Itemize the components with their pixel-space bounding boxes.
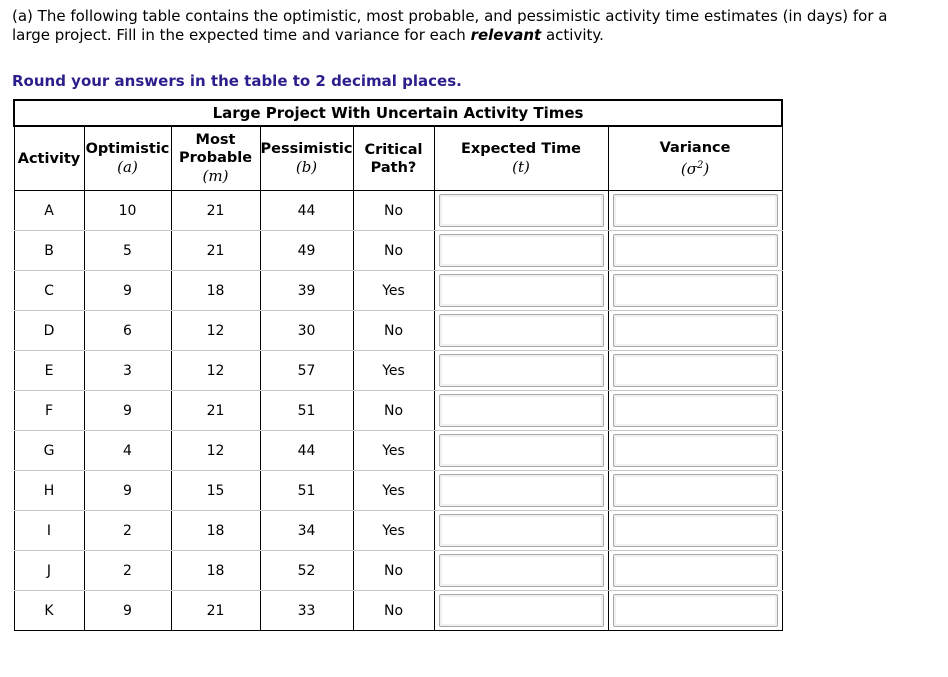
activity-cell: A [14,191,84,231]
expected-time-cell [434,431,608,471]
optimistic-cell: 10 [84,191,171,231]
header-optimistic: Optimistic (a) [84,126,171,191]
optimistic-cell: 4 [84,431,171,471]
variance-cell [608,351,782,391]
variance-input[interactable] [613,434,778,467]
expected-time-cell [434,551,608,591]
activity-cell: J [14,551,84,591]
optimistic-cell: 2 [84,511,171,551]
expected-time-cell [434,231,608,271]
header-expected-time: Expected Time (t) [434,126,608,191]
activity-cell: G [14,431,84,471]
expected-time-input[interactable] [439,354,604,387]
pessimistic-cell: 52 [260,551,353,591]
expected-time-input[interactable] [439,314,604,347]
optimistic-cell: 9 [84,271,171,311]
expected-time-cell [434,271,608,311]
rounding-note: Round your answers in the table to 2 decimal places. [12,72,462,90]
most-probable-cell: 15 [171,471,260,511]
most-probable-cell: 21 [171,391,260,431]
activity-cell: B [14,231,84,271]
critical-path-cell: No [353,191,434,231]
header-most-probable: Most Probable (m) [171,126,260,191]
activity-cell: C [14,271,84,311]
most-probable-cell: 12 [171,431,260,471]
critical-path-cell: No [353,391,434,431]
expected-time-cell [434,391,608,431]
pessimistic-cell: 39 [260,271,353,311]
variance-input[interactable] [613,274,778,307]
expected-time-input[interactable] [439,234,604,267]
variance-input[interactable] [613,594,778,627]
variance-cell [608,391,782,431]
expected-time-input[interactable] [439,594,604,627]
instructions-body-2: activity. [541,26,604,44]
pessimistic-cell: 51 [260,471,353,511]
most-probable-cell: 21 [171,591,260,631]
activity-cell: D [14,311,84,351]
variance-cell [608,471,782,511]
pessimistic-cell: 33 [260,591,353,631]
critical-path-cell: No [353,311,434,351]
activity-cell: F [14,391,84,431]
optimistic-cell: 5 [84,231,171,271]
relevant-emphasis: relevant [470,26,542,44]
table-row [14,391,782,431]
variance-input[interactable] [613,354,778,387]
table-row [14,191,782,231]
most-probable-cell: 18 [171,511,260,551]
most-probable-cell: 18 [171,551,260,591]
critical-path-cell: Yes [353,271,434,311]
pessimistic-cell: 49 [260,231,353,271]
pessimistic-cell: 44 [260,191,353,231]
table-row [14,431,782,471]
variance-input[interactable] [613,194,778,227]
variance-input[interactable] [613,514,778,547]
table-row [14,231,782,271]
critical-path-cell: Yes [353,351,434,391]
optimistic-cell: 9 [84,391,171,431]
pessimistic-cell: 34 [260,511,353,551]
instructions-body-1: The following table contains the optimistic, most probable, and pessimistic activity time estimates (in days) for a large project. Fill in the expected time and variance for each [12,7,888,44]
table-row [14,551,782,591]
optimistic-cell: 3 [84,351,171,391]
expected-time-input[interactable] [439,434,604,467]
optimistic-cell: 9 [84,591,171,631]
table-row [14,271,782,311]
activity-cell: K [14,591,84,631]
activity-times-table [13,99,783,631]
most-probable-cell: 12 [171,311,260,351]
expected-time-input[interactable] [439,274,604,307]
expected-time-input[interactable] [439,474,604,507]
expected-time-input[interactable] [439,394,604,427]
most-probable-cell: 21 [171,191,260,231]
table-row [14,471,782,511]
expected-time-cell [434,471,608,511]
variance-cell [608,271,782,311]
activity-cell: I [14,511,84,551]
expected-time-cell [434,191,608,231]
variance-input[interactable] [613,314,778,347]
expected-time-cell [434,351,608,391]
variance-cell [608,191,782,231]
table-row [14,351,782,391]
variance-input[interactable] [613,474,778,507]
header-critical-path: Critical Path? [353,126,434,191]
expected-time-cell [434,591,608,631]
instructions-text [12,7,912,45]
optimistic-cell: 2 [84,551,171,591]
optimistic-cell: 9 [84,471,171,511]
pessimistic-cell: 57 [260,351,353,391]
optimistic-cell: 6 [84,311,171,351]
most-probable-cell: 12 [171,351,260,391]
pessimistic-cell: 51 [260,391,353,431]
most-probable-cell: 18 [171,271,260,311]
activity-cell: E [14,351,84,391]
expected-time-input[interactable] [439,514,604,547]
expected-time-input[interactable] [439,194,604,227]
table-header-row [14,126,782,191]
table-caption: Large Project With Uncertain Activity Times [14,100,782,126]
table-row [14,591,782,631]
expected-time-cell [434,311,608,351]
critical-path-cell: No [353,231,434,271]
variance-cell [608,511,782,551]
critical-path-cell: Yes [353,471,434,511]
critical-path-cell: Yes [353,431,434,471]
variance-input[interactable] [613,394,778,427]
header-activity: Activity [14,126,84,191]
critical-path-cell: No [353,591,434,631]
part-label: (a) [12,7,33,25]
pessimistic-cell: 44 [260,431,353,471]
header-pessimistic: Pessimistic (b) [260,126,353,191]
expected-time-input[interactable] [439,554,604,587]
pessimistic-cell: 30 [260,311,353,351]
table-row [14,311,782,351]
variance-cell [608,231,782,271]
variance-cell [608,311,782,351]
critical-path-cell: Yes [353,511,434,551]
table-row [14,511,782,551]
header-variance: Variance $(\sigma^2)$ [608,126,782,191]
variance-cell [608,431,782,471]
variance-input[interactable] [613,234,778,267]
critical-path-cell: No [353,551,434,591]
variance-input[interactable] [613,554,778,587]
variance-cell [608,591,782,631]
activity-cell: H [14,471,84,511]
most-probable-cell: 21 [171,231,260,271]
variance-cell [608,551,782,591]
expected-time-cell [434,511,608,551]
